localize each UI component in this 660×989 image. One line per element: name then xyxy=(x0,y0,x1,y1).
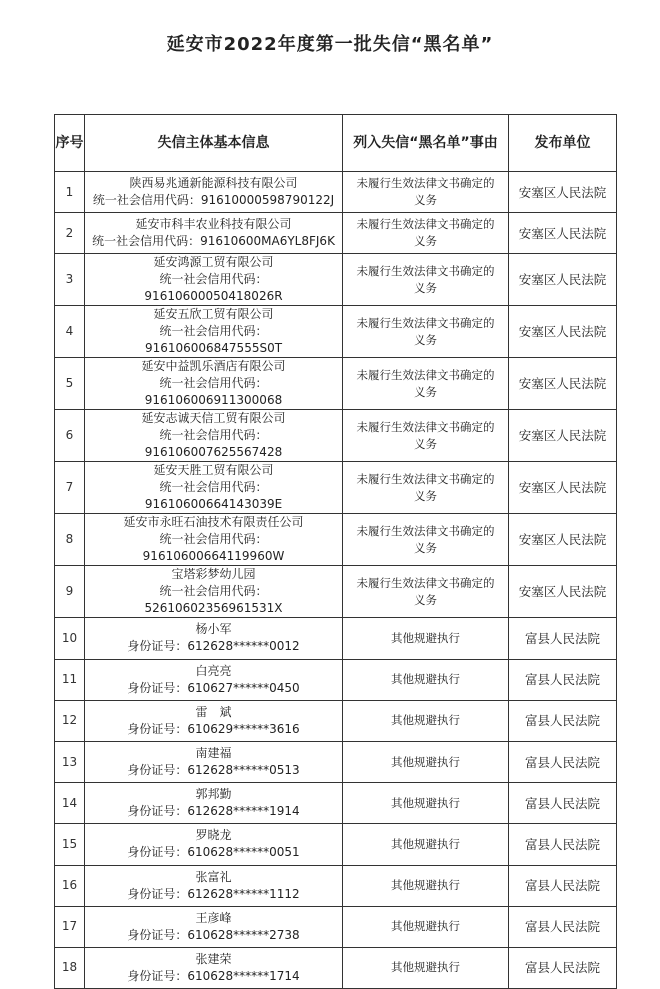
blacklist-reason: 未履行生效法律文书确定的义务 xyxy=(343,358,509,410)
row-number: 4 xyxy=(55,306,85,358)
row-number: 3 xyxy=(55,254,85,306)
issuing-court: 富县人民法院 xyxy=(509,865,617,906)
blacklist-reason: 未履行生效法律文书确定的义务 xyxy=(343,306,509,358)
table-row xyxy=(55,824,617,865)
blacklist-reason: 其他规避执行 xyxy=(343,824,509,865)
table-row xyxy=(55,865,617,906)
entity-info xyxy=(85,566,343,618)
row-number: 10 xyxy=(55,618,85,659)
blacklist-reason: 其他规避执行 xyxy=(343,947,509,988)
entity-info xyxy=(85,172,343,213)
entity-name: 延安志诚天信工贸有限公司 xyxy=(141,411,286,426)
blacklist-reason: 未履行生效法律文书确定的义务 xyxy=(343,213,509,254)
issuing-court: 安塞区人民法院 xyxy=(509,213,617,254)
issuing-court: 富县人民法院 xyxy=(509,741,617,782)
entity-code: 统一社会信用代码：916106006911300068 xyxy=(144,376,283,408)
entity-info xyxy=(85,906,343,947)
blacklist-reason: 其他规避执行 xyxy=(343,618,509,659)
table-row xyxy=(55,410,617,462)
row-number: 17 xyxy=(55,906,85,947)
entity-info xyxy=(85,741,343,782)
entity-info xyxy=(85,947,343,988)
issuing-court: 富县人民法院 xyxy=(509,824,617,865)
entity-code: 统一社会信用代码：91610600MA6YL8FJ6K xyxy=(92,234,335,249)
entity-name: 延安天胜工贸有限公司 xyxy=(153,463,274,478)
entity-code: 身份证号：612628******0012 xyxy=(127,639,300,654)
issuing-court: 安塞区人民法院 xyxy=(509,306,617,358)
entity-name: 陕西易兆通新能源科技有限公司 xyxy=(129,176,298,191)
issuing-court: 安塞区人民法院 xyxy=(509,358,617,410)
blacklist-reason: 未履行生效法律文书确定的义务 xyxy=(343,566,509,618)
table-row xyxy=(55,306,617,358)
entity-code: 身份证号：610627******0450 xyxy=(127,680,300,695)
entity-info xyxy=(85,824,343,865)
entity-name: 延安五欣工贸有限公司 xyxy=(153,307,274,322)
entity-name: 宝塔彩梦幼儿园 xyxy=(171,567,256,582)
table-header-row xyxy=(55,115,617,172)
blacklist-reason: 其他规避执行 xyxy=(343,783,509,824)
entity-name: 延安中益凯乐酒店有限公司 xyxy=(141,359,286,374)
entity-code: 身份证号：612628******1112 xyxy=(127,886,300,901)
issuing-court: 安塞区人民法院 xyxy=(509,254,617,306)
entity-code: 统一社会信用代码：91610000598790122J xyxy=(92,193,335,208)
entity-code: 身份证号：610629******3616 xyxy=(127,721,300,736)
table-row xyxy=(55,213,617,254)
table-row xyxy=(55,514,617,566)
row-number: 1 xyxy=(55,172,85,213)
entity-info xyxy=(85,700,343,741)
row-number: 13 xyxy=(55,741,85,782)
entity-name: 延安市永旺石油技术有限责任公司 xyxy=(123,515,304,530)
header-reason: 列入失信“黑名单”事由 xyxy=(343,115,509,172)
entity-name: 雷 斌 xyxy=(195,704,232,719)
row-number: 15 xyxy=(55,824,85,865)
entity-info xyxy=(85,410,343,462)
entity-info xyxy=(85,618,343,659)
issuing-court: 富县人民法院 xyxy=(509,618,617,659)
row-number: 18 xyxy=(55,947,85,988)
row-number: 11 xyxy=(55,659,85,700)
table-row xyxy=(55,700,617,741)
blacklist-reason: 未履行生效法律文书确定的义务 xyxy=(343,410,509,462)
entity-info xyxy=(85,358,343,410)
issuing-court: 富县人民法院 xyxy=(509,783,617,824)
entity-code: 统一社会信用代码：52610602356961531X xyxy=(144,584,283,616)
entity-code: 统一社会信用代码：91610600050418026R xyxy=(144,272,283,304)
entity-info xyxy=(85,865,343,906)
entity-code: 统一社会信用代码：91610600664143039E xyxy=(144,480,283,512)
blacklist-reason: 未履行生效法律文书确定的义务 xyxy=(343,514,509,566)
table-row xyxy=(55,947,617,988)
issuing-court: 富县人民法院 xyxy=(509,906,617,947)
table-row xyxy=(55,659,617,700)
entity-name: 南建福 xyxy=(195,746,232,761)
issuing-court: 富县人民法院 xyxy=(509,659,617,700)
row-number: 9 xyxy=(55,566,85,618)
entity-info xyxy=(85,462,343,514)
table-body xyxy=(55,172,617,989)
entity-code: 统一社会信用代码：916106006847555S0T xyxy=(144,324,283,356)
entity-name: 杨小军 xyxy=(195,622,232,637)
entity-code: 身份证号：610628******2738 xyxy=(127,927,300,942)
issuing-court: 安塞区人民法院 xyxy=(509,462,617,514)
entity-name: 延安鸿源工贸有限公司 xyxy=(153,255,274,270)
entity-code: 身份证号：610628******1714 xyxy=(127,968,300,983)
table-row xyxy=(55,462,617,514)
row-number: 5 xyxy=(55,358,85,410)
blacklist-reason: 未履行生效法律文书确定的义务 xyxy=(343,254,509,306)
blacklist-reason: 其他规避执行 xyxy=(343,741,509,782)
entity-info xyxy=(85,306,343,358)
entity-name: 白亮亮 xyxy=(195,663,232,678)
table-row xyxy=(55,906,617,947)
entity-code: 身份证号：612628******1914 xyxy=(127,804,300,819)
entity-code: 身份证号：612628******0513 xyxy=(127,763,300,778)
page-title: 延安市2022年度第一批失信“黑名单” xyxy=(166,34,494,55)
entity-name: 罗晓龙 xyxy=(195,828,232,843)
issuing-court: 安塞区人民法院 xyxy=(509,514,617,566)
table-row xyxy=(55,566,617,618)
entity-info xyxy=(85,659,343,700)
row-number: 8 xyxy=(55,514,85,566)
table-row xyxy=(55,172,617,213)
blacklist-reason: 其他规避执行 xyxy=(343,906,509,947)
row-number: 12 xyxy=(55,700,85,741)
row-number: 14 xyxy=(55,783,85,824)
blacklist-reason: 其他规避执行 xyxy=(343,659,509,700)
blacklist-reason: 其他规避执行 xyxy=(343,865,509,906)
table-row xyxy=(55,783,617,824)
issuing-court: 安塞区人民法院 xyxy=(509,410,617,462)
table-row xyxy=(55,254,617,306)
entity-code: 统一社会信用代码：91610600664119960W xyxy=(142,532,285,564)
entity-name: 张富礼 xyxy=(195,869,232,884)
row-number: 2 xyxy=(55,213,85,254)
row-number: 16 xyxy=(55,865,85,906)
header-court: 发布单位 xyxy=(509,115,617,172)
entity-name: 张建荣 xyxy=(195,951,232,966)
issuing-court: 富县人民法院 xyxy=(509,947,617,988)
header-no: 序号 xyxy=(55,115,85,172)
entity-name: 延安市科丰农业科技有限公司 xyxy=(135,217,292,232)
entity-info xyxy=(85,783,343,824)
entity-info xyxy=(85,213,343,254)
blacklist-reason: 未履行生效法律文书确定的义务 xyxy=(343,172,509,213)
issuing-court: 安塞区人民法院 xyxy=(509,172,617,213)
entity-name: 王彦峰 xyxy=(195,910,232,925)
entity-info xyxy=(85,254,343,306)
issuing-court: 安塞区人民法院 xyxy=(509,566,617,618)
issuing-court: 富县人民法院 xyxy=(509,700,617,741)
row-number: 6 xyxy=(55,410,85,462)
blacklist-table xyxy=(54,114,617,989)
blacklist-reason: 未履行生效法律文书确定的义务 xyxy=(343,462,509,514)
entity-code: 统一社会信用代码：916106007625567428 xyxy=(144,428,283,460)
header-info: 失信主体基本信息 xyxy=(85,115,343,172)
blacklist-reason: 其他规避执行 xyxy=(343,700,509,741)
table-row xyxy=(55,618,617,659)
row-number: 7 xyxy=(55,462,85,514)
entity-info xyxy=(85,514,343,566)
table-row xyxy=(55,741,617,782)
table-row xyxy=(55,358,617,410)
entity-code: 身份证号：610628******0051 xyxy=(127,845,300,860)
entity-name: 郭邦勤 xyxy=(195,787,232,802)
